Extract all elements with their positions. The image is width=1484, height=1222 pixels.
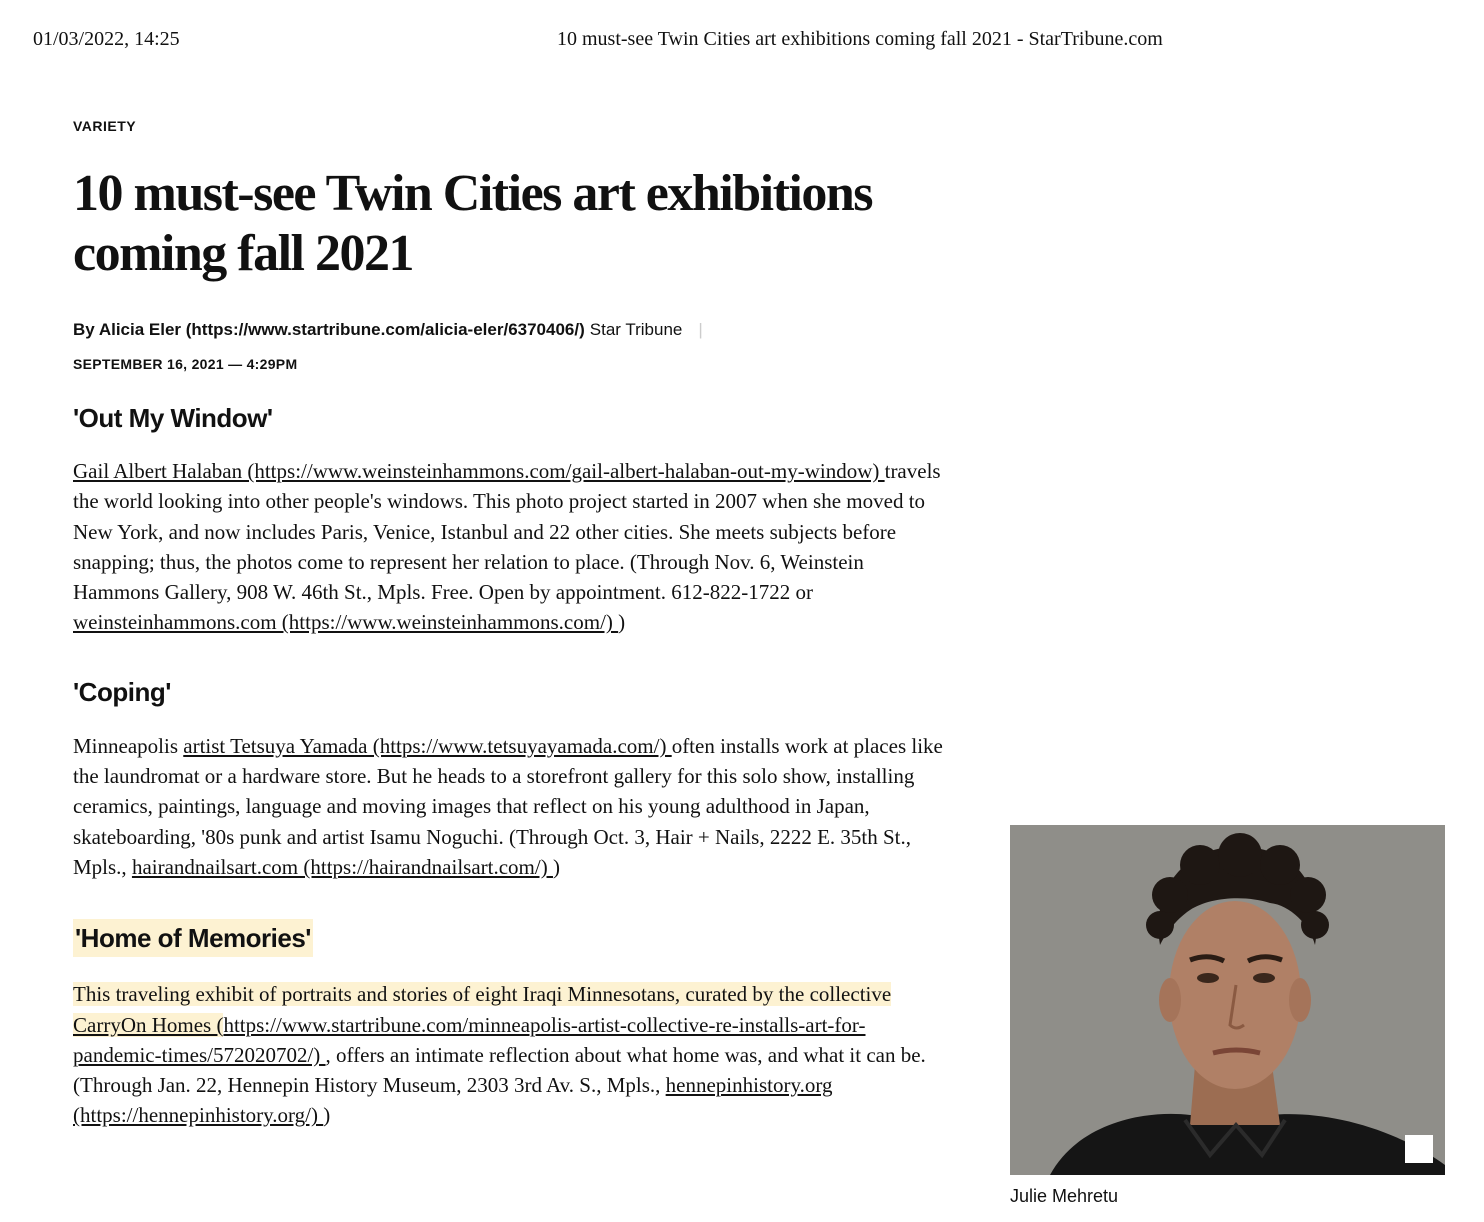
exhibition-body-home-of-memories bbox=[73, 979, 953, 1130]
exhibition-body-out-my-window bbox=[73, 456, 953, 638]
exhibition-heading-coping: 'Coping' bbox=[73, 676, 171, 707]
link-carryon-homes-url[interactable]: https://www.startribune.com/minneapolis-artist-collective-re-installs-art-for-pandemic-times/572020702/) bbox=[73, 1012, 866, 1067]
body-text: often installs work at places like the laundromat or a hardware store. But he heads to a storefront gallery for this solo show, installing ceramics, paintings, language and moving images that reflect on his young adulthood in Japan, skateboarding, '80s punk and artist Isamu Noguchi. (Through Oct. 3, Hair + Nails, 2222 E. 35th St., Mpls., bbox=[73, 733, 943, 879]
byline-org: Star Tribune bbox=[589, 320, 683, 339]
print-header bbox=[0, 28, 1484, 54]
link-hairandnailsart[interactable]: hairandnailsart.com (https://hairandnailsart.com/) bbox=[131, 854, 553, 879]
link-weinsteinhammons[interactable]: weinsteinhammons.com (https://www.weinsteinhammons.com/) bbox=[73, 610, 619, 635]
link-carryon-homes[interactable]: CarryOn Homes ( bbox=[73, 1012, 224, 1037]
headline: 10 must-see Twin Cities art exhibitions coming fall 2021 bbox=[73, 165, 873, 282]
section-tag[interactable]: VARIETY bbox=[73, 118, 137, 134]
body-text-end: ) bbox=[618, 610, 626, 635]
byline-author[interactable]: By Alicia Eler (https://www.startribune.com/alicia-eler/6370406/) bbox=[73, 320, 585, 339]
highlighted-heading: 'Home of Memories' bbox=[73, 919, 313, 957]
body-text-end: ) bbox=[323, 1103, 331, 1128]
body-text: travels the world looking into other people's windows. This photo project started in 2007 when she moved to New York, and now includes Paris, Venice, Istanbul and 22 other cities. She meets subjects before snapping; thus, the photos come to represent her relation to place. (Through Nov. 6, Weinstein Hammons Gallery, 908 W. 46th St., Mpls. Free. Open by appointment. 612-822-1722 or bbox=[73, 459, 941, 605]
photo-figure bbox=[1010, 825, 1445, 1208]
photo-caption: Julie Mehretu bbox=[1010, 1186, 1119, 1206]
portrait-illustration bbox=[1010, 825, 1445, 1175]
highlighted-text: This traveling exhibit of portraits and stories of eight Iraqi Minnesotans, curated by the collective bbox=[73, 982, 892, 1007]
exhibition-body-coping bbox=[73, 731, 953, 882]
byline-separator: | bbox=[698, 320, 703, 339]
link-hennepinhistory[interactable]: hennepinhistory.org (https://hennepinhistory.org/) bbox=[73, 1073, 833, 1128]
expand-icon[interactable] bbox=[1405, 1135, 1433, 1163]
print-date: 01/03/2022, 14:25 bbox=[33, 28, 180, 50]
portrait-photo[interactable] bbox=[1010, 825, 1445, 1175]
link-gail-albert-halaban[interactable]: Gail Albert Halaban (https://www.weinsteinhammons.com/gail-albert-halaban-out-my-window) bbox=[73, 459, 885, 483]
exhibition-heading-home-of-memories bbox=[73, 919, 953, 957]
exhibition-heading-out-my-window: 'Out My Window' bbox=[73, 403, 273, 433]
byline bbox=[73, 318, 953, 342]
body-text-end: ) bbox=[552, 854, 560, 879]
body-text-start: Minneapolis bbox=[73, 733, 184, 758]
link-tetsuya-yamada[interactable]: artist Tetsuya Yamada (https://www.tetsuyayamada.com/) bbox=[183, 733, 672, 758]
print-doc-title: 10 must-see Twin Cities art exhibitions coming fall 2021 - StarTribune.com bbox=[557, 28, 1163, 50]
dateline: SEPTEMBER 16, 2021 — 4:29PM bbox=[73, 356, 298, 372]
body-text: , offers an intimate reflection about what home was, and what it can be. (Through Jan. 22, Hennepin History Museum, 2303 3rd Av. S., Mpls., bbox=[73, 1042, 926, 1098]
article bbox=[73, 116, 953, 1131]
